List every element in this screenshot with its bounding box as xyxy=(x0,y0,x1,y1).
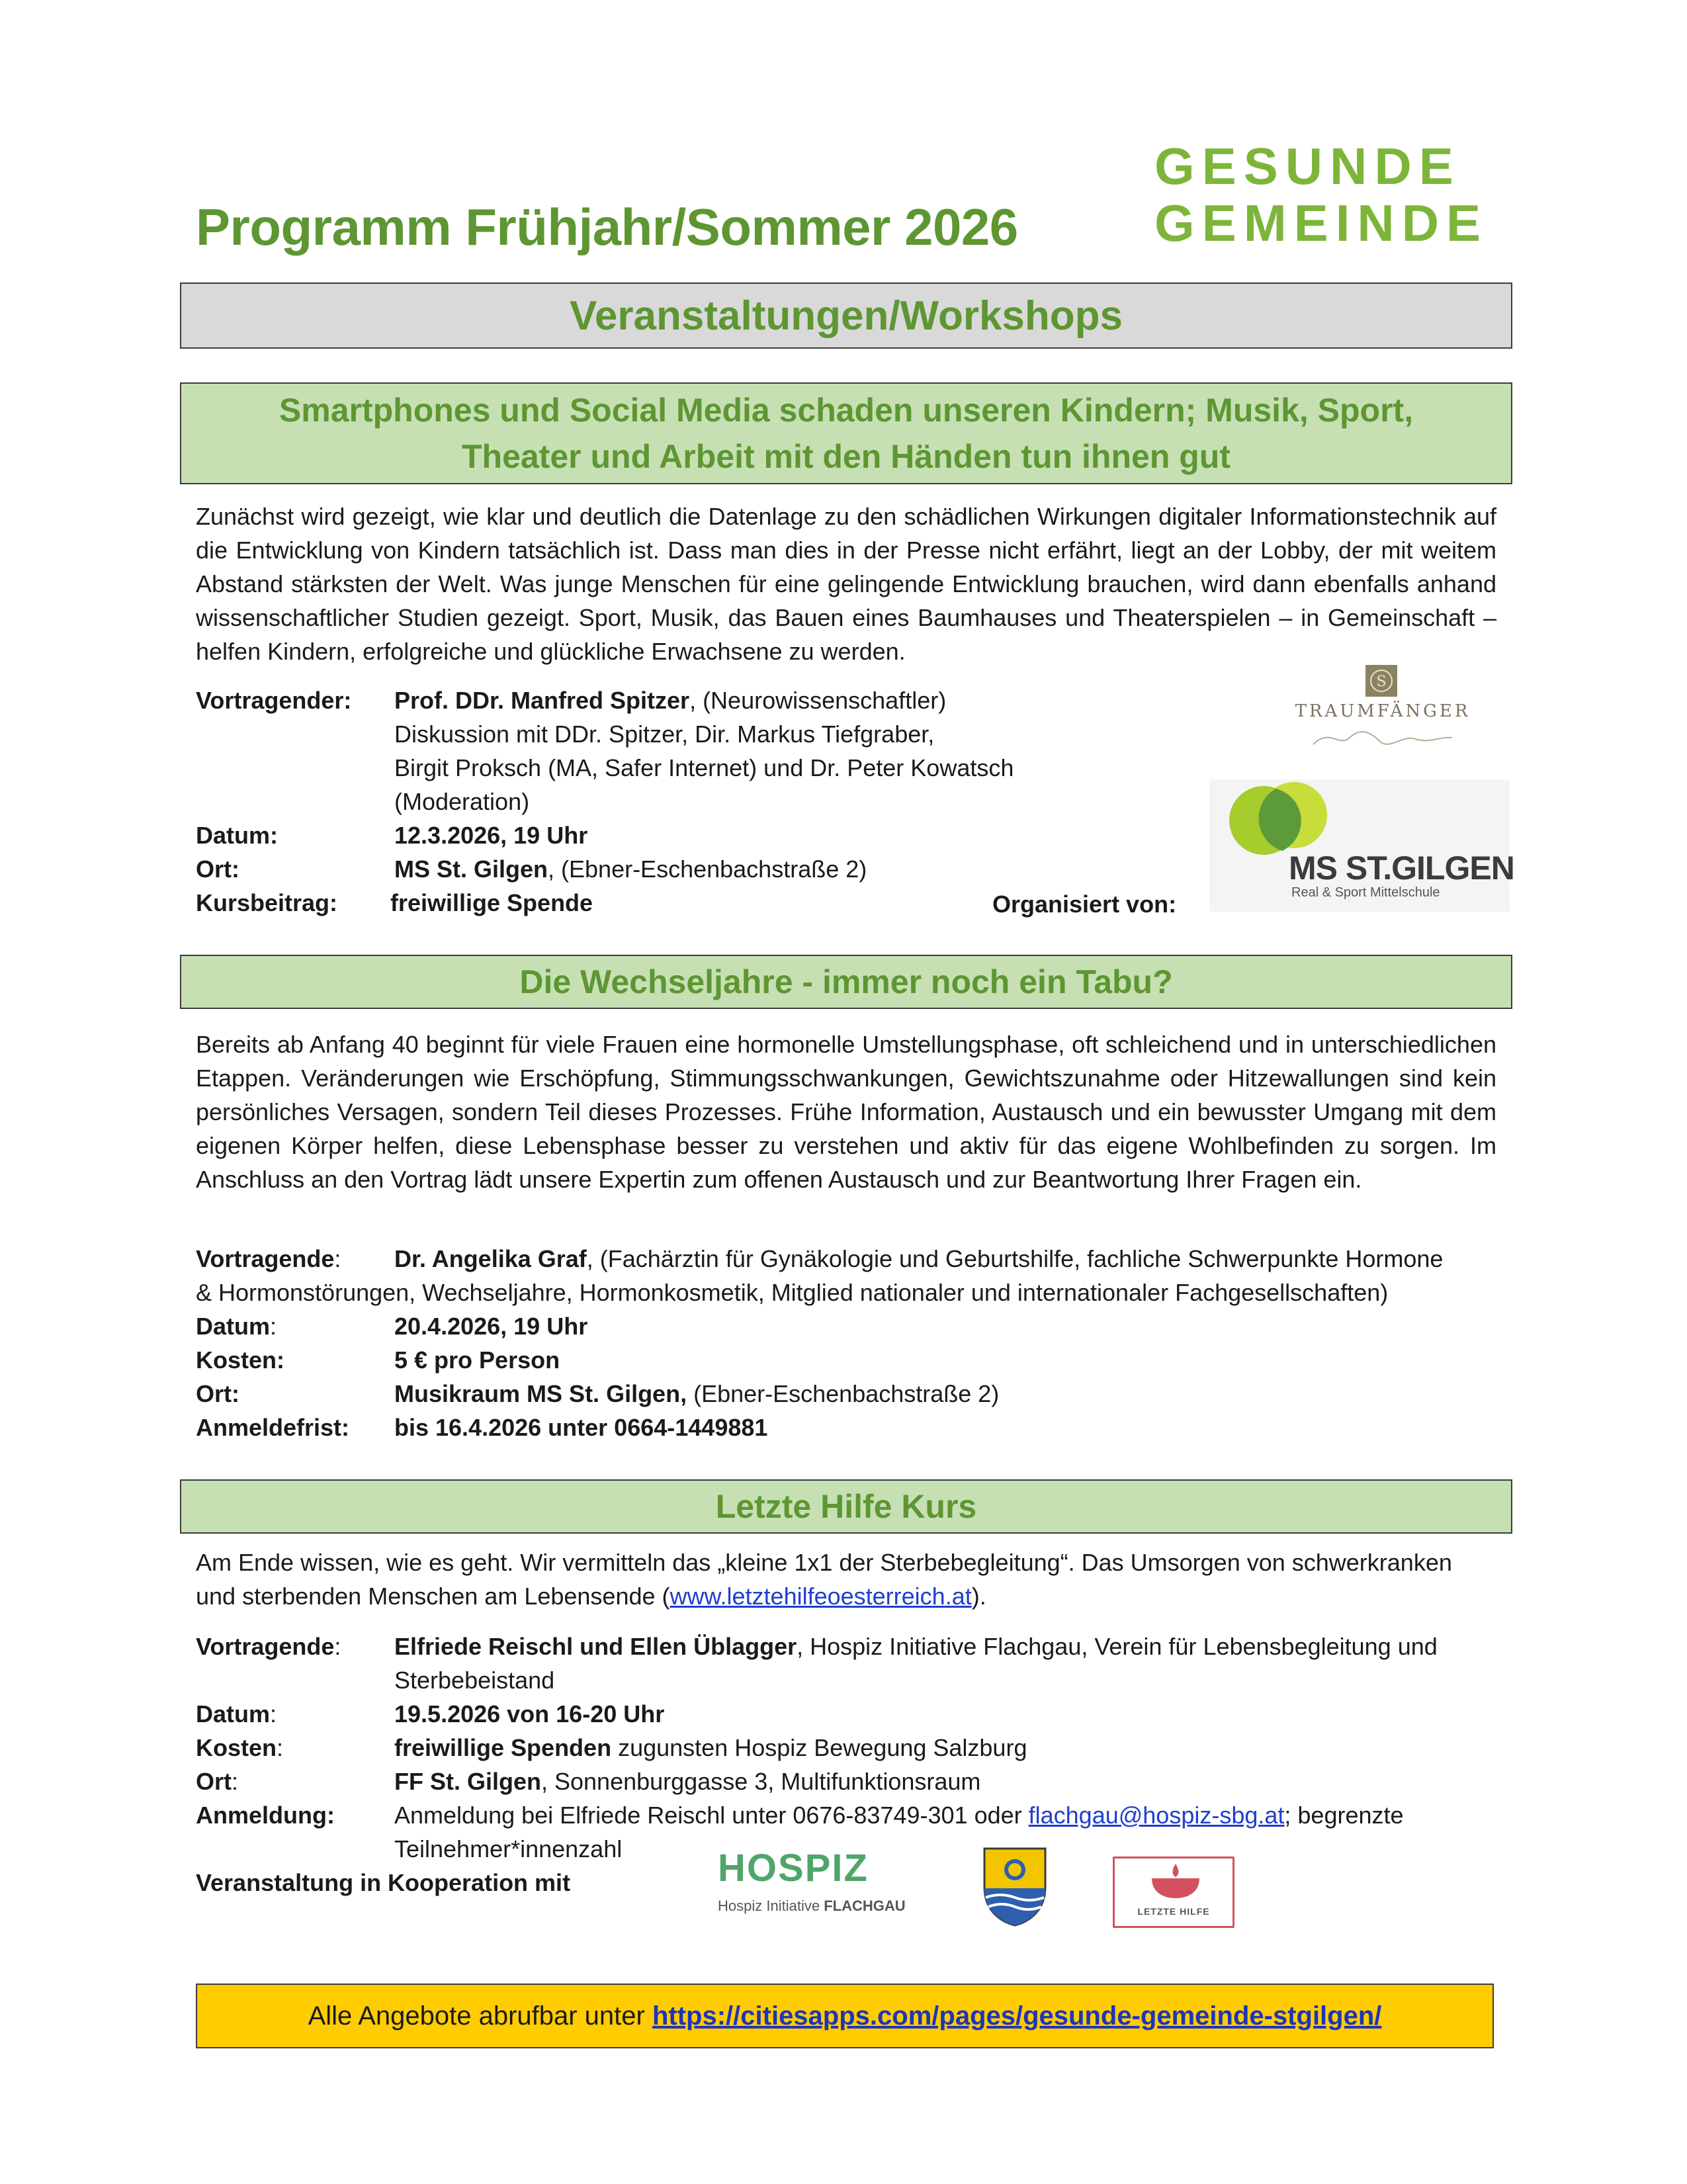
candle-icon xyxy=(1149,1862,1202,1900)
ms-stgilgen-name: MS ST.GILGEN xyxy=(1289,850,1514,887)
event2-speaker xyxy=(394,1242,1443,1276)
event1-title-line2: Theater und Arbeit mit den Händen tun ihnen gut xyxy=(461,438,1231,475)
letzte-hilfe-logo xyxy=(1113,1856,1234,1928)
event3-cost-bold: freiwillige Spenden xyxy=(394,1734,612,1761)
event2-cost-value: 5 € pro Person xyxy=(394,1346,560,1374)
event2-place-name: Musikraum MS St. Gilgen, xyxy=(394,1380,687,1407)
event1-date-label: Datum: xyxy=(196,822,278,849)
traumfaenger-emblem xyxy=(1365,665,1397,697)
event3-place-label-row xyxy=(196,1765,238,1798)
event1-place xyxy=(394,852,867,886)
event3-reg-label: Anmeldung: xyxy=(196,1802,335,1829)
hospiz-logo-sub xyxy=(718,1898,906,1915)
event1-date-value: 12.3.2026, 19 Uhr xyxy=(394,822,588,849)
event1-discussion-line2: Birgit Proksch (MA, Safer Internet) und Dr. Peter Kowatsch xyxy=(394,754,1014,781)
event3-date-label: Datum xyxy=(196,1700,271,1727)
event1-speaker-role: , (Neurowissenschaftler) xyxy=(689,687,947,714)
event2-date-label-row xyxy=(196,1309,277,1343)
event3-speaker xyxy=(394,1630,1438,1663)
event3-cost-rest: zugunsten Hospiz Bewegung Salzburg xyxy=(611,1734,1027,1761)
hospiz-sub-bold: FLACHGAU xyxy=(824,1898,906,1914)
event1-speaker xyxy=(394,683,946,717)
event2-speaker-info1: , (Fachärztin für Gynäkologie und Geburtshilfe, fachliche Schwerpunkte Hormone xyxy=(586,1245,1444,1272)
event3-place-colon: : xyxy=(232,1768,239,1795)
event3-reg-pre: Anmeldung bei Elfriede Reischl unter 0676-83749-301 oder xyxy=(394,1802,1029,1829)
event2-title: Die Wechseljahre - immer noch ein Tabu? xyxy=(180,955,1512,1009)
event1-place-address: , (Ebner-Eschenbachstraße 2) xyxy=(548,855,867,883)
gesunde-gemeinde-logo xyxy=(1154,138,1488,251)
event3-cost-label-row xyxy=(196,1731,283,1765)
traumfaenger-logo xyxy=(1283,662,1482,761)
event3-desc-post: ). xyxy=(971,1583,986,1610)
event2-date-colon: : xyxy=(270,1313,277,1340)
traumfaenger-text: TRAUMFÄNGER xyxy=(1295,701,1471,721)
event3-speaker-label-row xyxy=(196,1630,341,1663)
event3-desc-pre: und sterbenden Menschen am Lebensende ( xyxy=(196,1583,670,1610)
event3-title: Letzte Hilfe Kurs xyxy=(180,1479,1512,1534)
event3-cost-label: Kosten xyxy=(196,1734,277,1761)
event1-speaker-name: Prof. DDr. Manfred Spitzer xyxy=(394,687,690,714)
event2-place-label: Ort: xyxy=(196,1380,239,1407)
coat-of-arms-icon xyxy=(980,1846,1049,1927)
event2-deadline-label: Anmeldefrist: xyxy=(196,1414,350,1441)
event2-deadline-value: bis 16.4.2026 unter 0664-1449881 xyxy=(394,1414,768,1441)
hospiz-sub-pre: Hospiz Initiative xyxy=(718,1898,824,1914)
event3-speaker-names: Elfriede Reischl und Ellen Üblagger xyxy=(394,1633,797,1660)
signature-icon xyxy=(1310,724,1455,751)
event1-fee-value: freiwillige Spende xyxy=(390,889,593,916)
footer-text: Alle Angebote abrufbar unter xyxy=(308,2001,652,2031)
event3-description-line1: Am Ende wissen, wie es geht. Wir vermitteln das „kleine 1x1 der Sterbebegleitung“. Das Umsorgen von schwerkranken xyxy=(196,1549,1452,1576)
letzte-hilfe-text: LETZTE HILFE xyxy=(1137,1906,1210,1917)
event1-description: Zunächst wird gezeigt, wie klar und deutlich die Datenlage zu den schädlichen Wirkungen digitaler Informationstechnik auf die Entwicklung von Kindern tatsächlich ist. Dass man dies in der Presse nicht erfährt, liegt an der Lobby, der mit weitem Abstand stärksten der Welt. Was junge Menschen für eine gelingende Entwicklung brauchen, wird dann ebenfalls anhand wissenschaftlicher Studien gezeigt. Sport, Musik, das Bauen eines Baumhauses und Theaterspielen – in Gemeinschaft – helfen Kindern, erfolgreiche und glückliche Erwachsene zu werden. xyxy=(196,503,1496,665)
event2-speaker-info2: & Hormonstörungen, Wechseljahre, Hormonkosmetik, Mitglied nationaler und internationaler Fachgesellschaften) xyxy=(196,1279,1389,1306)
event1-place-name: MS St. Gilgen xyxy=(394,855,548,883)
event3-speaker-info2: Sterbebeistand xyxy=(394,1667,555,1694)
ms-stgilgen-logo xyxy=(1209,779,1514,912)
event3-speaker-colon: : xyxy=(334,1633,341,1660)
hospiz-logo-text: HOSPIZ xyxy=(718,1847,869,1890)
event1-discussion-line3: (Moderation) xyxy=(394,788,530,815)
hospiz-email-link[interactable]: flachgau@hospiz-sbg.at xyxy=(1028,1802,1285,1829)
event3-place-label: Ort xyxy=(196,1768,232,1795)
letztehilfe-link[interactable]: www.letztehilfeoesterreich.at xyxy=(670,1583,972,1610)
section-heading: Veranstaltungen/Workshops xyxy=(180,283,1512,349)
event3-registration xyxy=(394,1798,1404,1832)
event1-fee-label: Kursbeitrag: xyxy=(196,889,338,916)
event3-date-value: 19.5.2026 von 16-20 Uhr xyxy=(394,1700,665,1727)
event1-speaker-label: Vortragender: xyxy=(196,687,352,714)
event1-place-label: Ort: xyxy=(196,855,239,883)
hospiz-logo xyxy=(718,1846,936,1925)
page-title: Programm Frühjahr/Sommer 2026 xyxy=(196,198,1018,256)
event3-description-line2 xyxy=(196,1579,986,1613)
event2-date-label: Datum xyxy=(196,1313,271,1340)
organized-by-label: Organisiert von: xyxy=(992,891,1177,918)
event3-reg-line2: Teilnehmer*innenzahl xyxy=(394,1835,623,1862)
event2-description: Bereits ab Anfang 40 beginnt für viele Frauen eine hormonelle Umstellungsphase, oft schleichend und in unterschiedlichen Etappen. Veränderungen wie Erschöpfung, Stimmungsschwankungen, Gewichtszunahme oder Hitzewallungen sind kein persönliches Versagen, sondern Teil dieses Prozesses. Frühe Information, Austausch und ein bewusster Umgang mit dem eigenen Körper helfen, diese Lebensphase besser zu verstehen und aktiv für das eigene Wohlbefinden zu sorgen. Im Anschluss an den Vortrag lädt unsere Expertin zum offenen Austausch und zur Beantwortung Ihrer Fragen ein. xyxy=(196,1031,1496,1193)
event2-speaker-line1 xyxy=(196,1242,341,1276)
logo-line-2: GEMEINDE xyxy=(1154,194,1489,252)
event3-place-bold: FF St. Gilgen xyxy=(394,1768,541,1795)
event1-title xyxy=(180,382,1512,484)
event2-place xyxy=(394,1377,999,1411)
event3-cost-colon: : xyxy=(277,1734,284,1761)
event2-date-value: 20.4.2026, 19 Uhr xyxy=(394,1313,588,1340)
event3-speaker-info1: , Hospiz Initiative Flachgau, Verein für Lebensbegleitung und xyxy=(797,1633,1438,1660)
event2-speaker-label: Vortragende xyxy=(196,1245,335,1272)
event3-cost xyxy=(394,1731,1027,1765)
event1-title-line1: Smartphones und Social Media schaden unseren Kindern; Musik, Sport, xyxy=(279,392,1414,429)
event3-speaker-label: Vortragende xyxy=(196,1633,335,1660)
event2-cost-label: Kosten: xyxy=(196,1346,284,1374)
event3-reg-post: ; begrenzte xyxy=(1284,1802,1404,1829)
event3-cooperation: Veranstaltung in Kooperation mit xyxy=(196,1869,571,1896)
event3-place-rest: , Sonnenburggasse 3, Multifunktionsraum xyxy=(541,1768,981,1795)
footer-banner xyxy=(196,1984,1494,2048)
logo-line-1: GESUNDE xyxy=(1154,137,1461,195)
event3-date-colon: : xyxy=(270,1700,277,1727)
event1-discussion-line1: Diskussion mit DDr. Spitzer, Dir. Markus Tiefgraber, xyxy=(394,721,935,748)
event3-place xyxy=(394,1765,980,1798)
event2-place-address: (Ebner-Eschenbachstraße 2) xyxy=(687,1380,1000,1407)
ms-stgilgen-sub: Real & Sport Mittelschule xyxy=(1291,885,1440,900)
event3-date-label-row xyxy=(196,1697,277,1731)
event2-speaker-name: Dr. Angelika Graf xyxy=(394,1245,587,1272)
footer-url-link[interactable]: https://citiesapps.com/pages/gesunde-gemeinde-stgilgen/ xyxy=(652,2001,1382,2031)
traumfaenger-letter: S xyxy=(1370,670,1393,692)
event2-speaker-colon: : xyxy=(334,1245,341,1272)
